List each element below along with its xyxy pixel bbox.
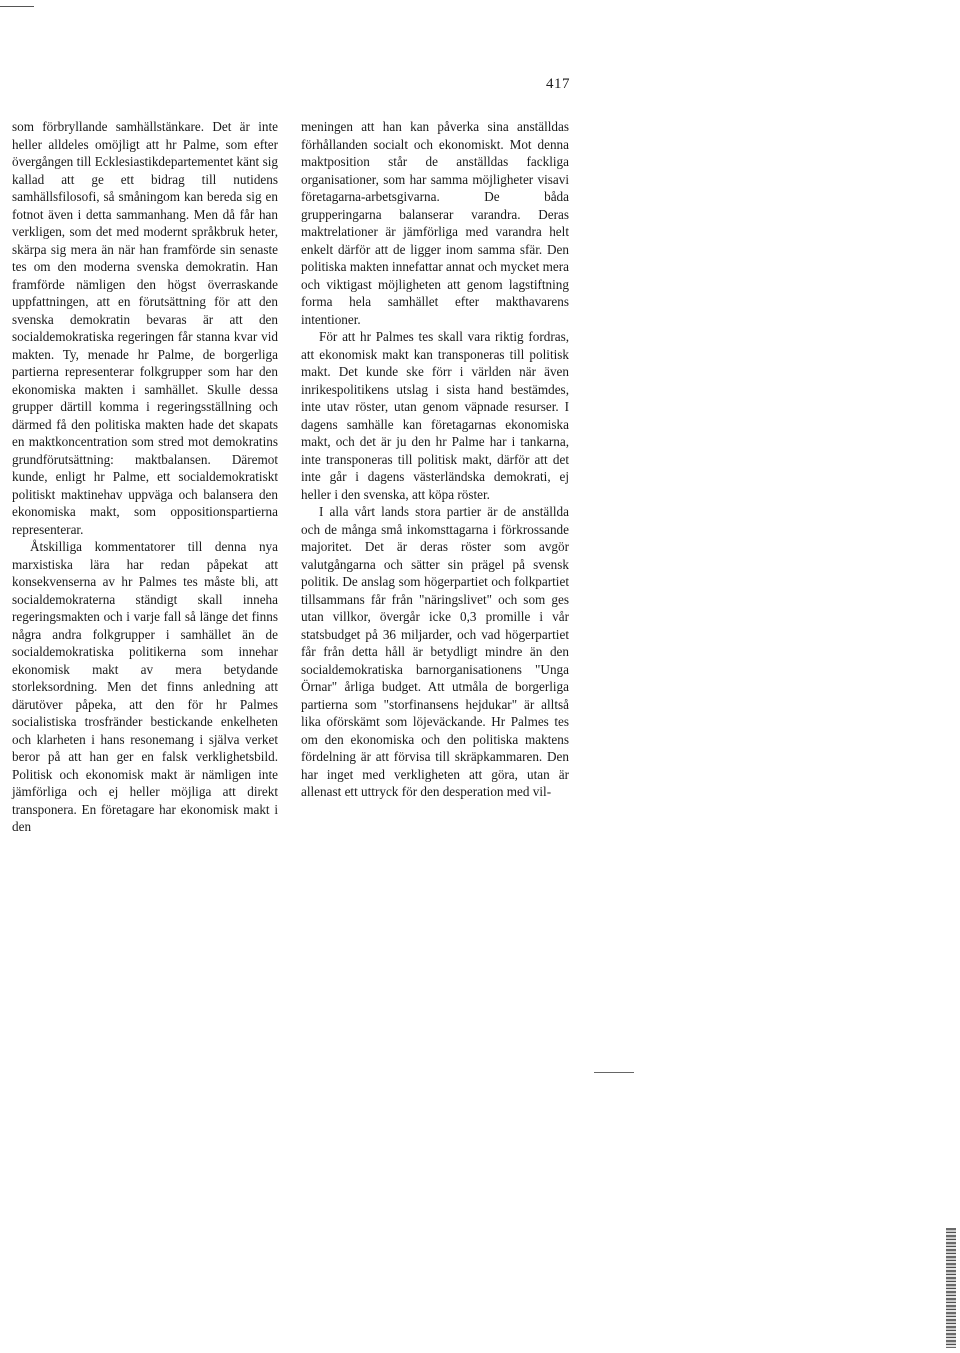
page-number: 417: [546, 76, 570, 92]
right-paragraph-3: I alla vårt lands stora partier är de anställda och de många små inkomsttagarna i förkrossande majoritet. Det är deras röster som avgör valutgångarna och sätter sin prägel på svensk politik. De anslag som högerpartiet och folkpartiet tillsammans får från "näringslivet" och som ges utan villkor, övergår icke 0,3 promille i vår statsbudget på 36 miljarder, och vad högerpartiet får från detta håll är betydligt mindre än den socialdemokratiska barnorganisationens "Unga Örnar" årliga budget. Att utmåla de borgerliga partierna som "storfinansens hejdukar" är alltså lika oförskämt som löjeväckande. Hr Palmes tes om den ekonomiska och den politiska maktens fördelning är att förvisa till skräpkammaren. Den har inget med verkligheten att göra, utan är allenast ett uttryck för den desperation med vil-: [301, 504, 569, 799]
left-paragraph-2: Åtskilliga kommentatorer till denna nya marxistiska lära har redan påpekat att konsekvenserna av hr Palmes tes måste bli, att socialdemokraterna ständigt skall inneha regeringsmakten och i varje fall så länge det finns några andra folkgrupper i samhället än de socialdemokratiska politikerna som innehar ekonomisk makt av mera betydande storleksordning. Men det finns anledning att därutöver påpeka, att den för hr Palmes socialistiska trosfränder bestickande enkelheten och klarheten i hans resonemang i själva verket beror på att han ger en falsk verklighetsbild. Politisk och ekonomisk makt är nämligen inte jämförliga och ej heller möjliga att direkt transponera. En företagare har ekonomisk makt i den: [12, 539, 278, 834]
left-text-column: [12, 118, 278, 836]
right-text-column: [301, 118, 569, 801]
right-paragraph-1: meningen att han kan påverka sina anställdas förhållanden socialt och ekonomiskt. Mot denna maktposition står de anställdas fackliga organisationer, som har samma möjligheter visavi företagarna-arbetsgivarna. De båda grupperingarna balanserar varandra. Deras maktrelationer är jämförliga med varandra helt enkelt därför att de ligger inom samma sfär. Den politiska makten innefattar annat och mycket mera och viktigast möjligheten att genom lagstiftning forma hela samhället efter makthavarens intentioner.: [301, 119, 569, 327]
scan-edge-artifact: [946, 1228, 956, 1348]
scan-artifact-mark: [594, 1072, 634, 1073]
right-paragraph-2: För att hr Palmes tes skall vara riktig fordras, att ekonomisk makt kan transponeras till politisk makt. Det kunde ske förr i världen när även inrikespolitikens utslag i sista hand bestämdes, inte utav röster, utan genom väpnade resurser. I dagens samhälle kan företagarnas ekonomiska makt, och det är ju den hr Palme har i tankarna, inte transponeras till politisk makt, därför att det inte går i dagens västerländska demokrati, ej heller i den svenska, att köpa röster.: [301, 329, 569, 502]
left-paragraph-1: som förbryllande samhällstänkare. Det är inte heller alldeles omöjligt att hr Palme, som efter övergången till Ecklesiastikdepartementet känt sig kallad att ge ett bidrag till nutidens samhällsfilosofi, så småningom kan bereda sig en fotnot även i detta sammanhang. Men då får han verkligen, som det med modernt språkbruk heter, skärpa sig mera än när han framförde sin senaste tes om den moderna svenska demokratin. Han framförde nämligen den högst överraskande uppfattningen, att en förutsättning för att den svenska demokratin bevaras är att den socialdemokratiska regeringen får stanna kvar vid makten. Ty, menade hr Palme, de borgerliga partierna representerar folkgrupper som har den ekonomiska makten i samhället. Skulle dessa grupper därtill komma i regeringsställning och därmed få den politiska makten hade det skapats en maktkoncentration som stred mot demokratins grundförutsättning: maktbalansen. Däremot kunde, enligt hr Palme, ett socialdemokratiskt politiskt maktinehav uppväga och balansera den ekonomiska makt, som oppositionspartierna representerar.: [12, 119, 278, 537]
scan-artifact-line: [0, 6, 34, 7]
